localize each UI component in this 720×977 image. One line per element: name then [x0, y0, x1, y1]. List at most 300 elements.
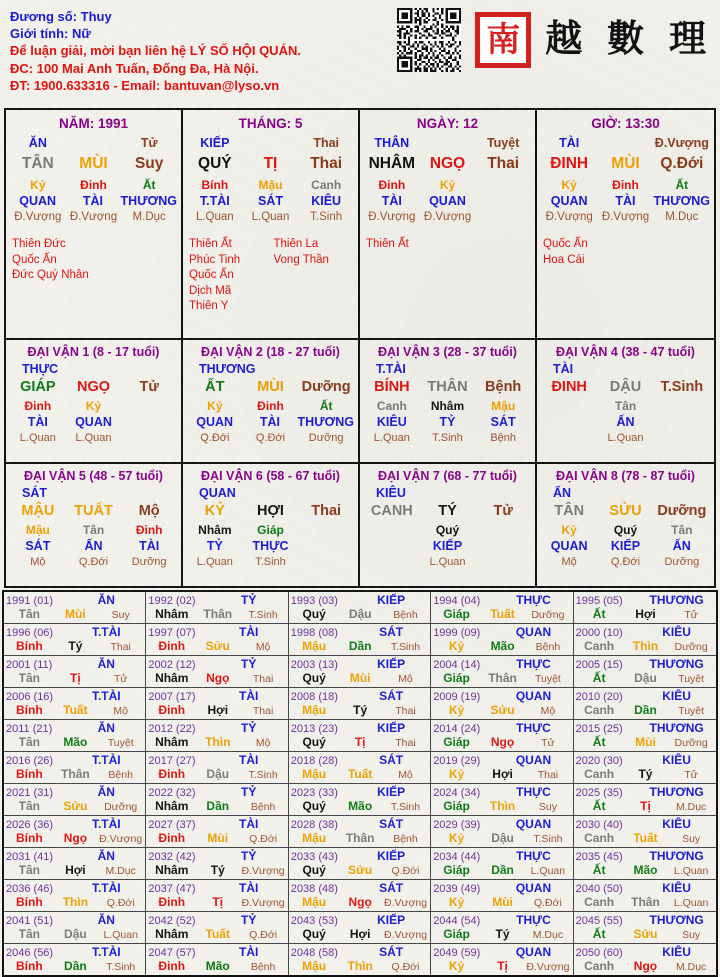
year-stem: Canh: [584, 895, 615, 909]
pillar-stem-branch: [10, 155, 177, 175]
year-cell-bottom: [576, 671, 714, 685]
pillar-stage: Đ.Vượng: [14, 211, 62, 223]
dai-van-stem-cell: Mộ: [138, 503, 160, 519]
year-god: KIẾP: [377, 785, 406, 799]
year-cell[interactable]: [574, 912, 716, 943]
pillar-top-god: [597, 136, 653, 152]
dai-van-stem-cell: T.Sinh: [660, 379, 704, 395]
year-cell[interactable]: [574, 816, 716, 847]
pillar-hidden-stem: Kỷ: [30, 178, 46, 192]
year-stem: Tân: [18, 735, 41, 749]
dai-van-hidden-stem: Đinh: [257, 399, 284, 413]
year-row: [4, 656, 716, 688]
dai-van-hidden-god: QUAN: [75, 415, 112, 429]
pillar-note: Quốc Ấn: [189, 269, 234, 281]
pillar-hidden-stem: Kỷ: [439, 178, 456, 192]
dai-van-stem-cell: Tử: [493, 503, 513, 519]
pillar-4: [537, 110, 714, 338]
year-cell-bottom: [148, 831, 285, 845]
pillar-note: Thiên Ất: [189, 238, 232, 250]
year-label: 2037 (47): [148, 883, 196, 895]
dai-van-6: [183, 464, 360, 586]
year-cell-top: [291, 625, 428, 639]
year-stem: Ất: [592, 671, 606, 685]
pillar-hidden-god: TÀI: [615, 194, 636, 208]
year-label: 2039 (49): [433, 883, 481, 895]
dai-van-hidden-god: TÀI: [27, 415, 48, 429]
year-label: 2050 (60): [575, 947, 623, 959]
year-cell[interactable]: [431, 848, 573, 879]
year-cell[interactable]: [146, 688, 288, 719]
year-stage: Bệnh: [393, 609, 418, 621]
pillar-hidden-god: QUAN: [550, 194, 588, 208]
year-cell[interactable]: [574, 656, 716, 687]
year-branch: Dậu: [64, 927, 87, 941]
pillar-hidden-stem: Kỷ: [561, 178, 577, 192]
dai-van-hidden-stems: [541, 399, 710, 415]
dai-van-stage: T.Sinh: [432, 432, 463, 444]
year-stem: Mậu: [302, 767, 327, 781]
pillar-hidden-god: TÀI: [381, 194, 402, 208]
year-stem: Ất: [592, 863, 606, 877]
year-label: 2017 (27): [148, 755, 196, 767]
dai-van-hidden-god: THƯƠNG: [297, 415, 354, 429]
year-cell[interactable]: [289, 912, 431, 943]
dai-van-stem-cell: SỬU: [609, 503, 642, 519]
year-cell[interactable]: [146, 592, 288, 623]
year-stem: Nhâm: [155, 863, 189, 877]
year-stem: Quý: [302, 863, 326, 877]
year-cell[interactable]: [4, 912, 146, 943]
pillar-hidden-gods: [187, 194, 354, 211]
dai-van-stem-branch: [364, 379, 531, 399]
year-branch: Mão: [633, 863, 658, 877]
dai-van-hidden-god: [541, 415, 597, 432]
year-cell[interactable]: [146, 624, 288, 655]
year-stem: Mậu: [302, 831, 327, 845]
year-god: TỶ: [241, 785, 257, 799]
dai-van-title: ĐẠI VẬN 2 (18 - 27 tuổi): [201, 345, 340, 359]
dai-van-stem-cell: MẬU: [21, 503, 55, 519]
year-cell[interactable]: [289, 816, 431, 847]
year-cell[interactable]: [574, 592, 716, 623]
dai-van-hidden-god: TỶ: [439, 415, 456, 429]
year-stage: T.Sinh: [106, 961, 136, 973]
pillar-hidden-god: QUAN: [19, 194, 57, 208]
dai-van-stem-branch: [187, 503, 354, 523]
year-cell-bottom: [6, 703, 143, 717]
dai-van-god: T.TÀI: [376, 362, 406, 376]
year-cell[interactable]: [574, 880, 716, 911]
dai-van-hidden-gods: [364, 539, 531, 556]
year-god: ĂN: [97, 785, 115, 799]
pillar-top-gods: [187, 136, 354, 152]
year-cell[interactable]: [4, 624, 146, 655]
dai-van-hidden-stem: [298, 523, 354, 539]
year-stem: Quý: [302, 927, 326, 941]
dai-van-stage: Mộ: [561, 556, 577, 568]
pillar-stage: [475, 211, 531, 227]
year-cell-bottom: [291, 639, 428, 653]
year-stage: Dưỡng: [531, 609, 565, 621]
dai-van-stages: [541, 432, 710, 447]
year-cell[interactable]: [574, 752, 716, 783]
subject-name-label: Đương số:: [10, 9, 78, 24]
dai-van-hidden-god: THỰC: [252, 539, 289, 553]
year-cell-top: [291, 593, 428, 607]
dai-van-stage: L.Quan: [75, 432, 112, 444]
year-label: 2021 (31): [6, 787, 54, 799]
year-cell[interactable]: [431, 784, 573, 815]
year-god: SÁT: [379, 881, 404, 895]
year-branch: Thìn: [62, 895, 89, 909]
year-cell[interactable]: [431, 720, 573, 751]
pillar-hidden-god: [475, 194, 531, 211]
dai-van-stage: L.Quan: [373, 432, 410, 444]
year-stem: Tân: [18, 863, 41, 877]
year-god: T.TÀI: [91, 689, 121, 703]
year-branch: Sửu: [63, 799, 88, 813]
pillar-stage: Đ.Vượng: [545, 211, 593, 223]
year-cell[interactable]: [431, 656, 573, 687]
year-cell[interactable]: [574, 688, 716, 719]
year-branch: Hợi: [635, 607, 656, 621]
dai-van-stem-cell: THÂN: [427, 379, 468, 395]
year-cell-bottom: [433, 895, 570, 909]
year-god: THƯƠNG: [649, 657, 704, 671]
year-god: QUAN: [515, 689, 552, 703]
year-cell-bottom: [433, 927, 570, 941]
year-branch: Thìn: [205, 735, 231, 749]
pillar-top-god: Đ.Vượng: [654, 136, 709, 150]
year-cell[interactable]: [146, 848, 288, 879]
year-stage: Dưỡng: [674, 641, 708, 653]
pillar-hidden-god: THƯƠNG: [653, 194, 710, 208]
year-cell[interactable]: [431, 752, 573, 783]
luu-nien-table: [2, 590, 718, 977]
year-cell[interactable]: [289, 784, 431, 815]
pillar-stage: M.Dục: [132, 211, 166, 223]
pillar-stem-branch: [187, 155, 354, 175]
pillar-stem-cell: TÂN: [21, 155, 54, 172]
year-branch: Dần: [64, 959, 87, 973]
dai-van-hidden-stems: [10, 399, 177, 415]
year-cell-bottom: [576, 639, 714, 653]
year-cell-bottom: [576, 831, 714, 845]
year-cell-bottom: [433, 671, 570, 685]
dai-van-title: ĐẠI VẬN 6 (58 - 67 tuổi): [201, 469, 340, 483]
year-branch: Dậu: [491, 831, 514, 845]
year-cell[interactable]: [574, 720, 716, 751]
year-stem: Canh: [584, 831, 615, 845]
pillar-title: NĂM: 1991: [58, 116, 129, 131]
pillar-stages: [364, 211, 531, 227]
dai-van-stage: Dưỡng: [131, 556, 167, 568]
year-label: 2028 (38): [290, 819, 338, 831]
year-branch: Ngọ: [633, 959, 658, 973]
dai-van-stage: Q.Đới: [78, 556, 109, 568]
year-branch: Thìn: [489, 799, 516, 813]
year-cell[interactable]: [4, 784, 146, 815]
year-stage: L.Quan: [103, 929, 138, 941]
year-cell[interactable]: [146, 752, 288, 783]
year-cell[interactable]: [574, 848, 716, 879]
year-label: 2020 (30): [575, 755, 623, 767]
year-cell[interactable]: [146, 912, 288, 943]
year-stem: Giáp: [443, 735, 470, 749]
year-stage: Suy: [111, 609, 130, 621]
year-label: 2015 (25): [575, 723, 623, 735]
pillar-hidden-stem: [475, 178, 531, 194]
dai-van-stages: [364, 556, 531, 571]
pillar-title: THÁNG: 5: [238, 116, 303, 131]
year-label: 2022 (32): [148, 787, 196, 799]
dai-van-stage: [298, 556, 354, 571]
year-row: [4, 688, 716, 720]
year-branch: Sửu: [633, 927, 658, 941]
year-god: TÀI: [239, 625, 259, 639]
year-cell-top: [291, 689, 428, 703]
year-cell[interactable]: [289, 656, 431, 687]
year-god: THỰC: [516, 913, 551, 927]
year-row: [4, 880, 716, 912]
year-branch: Dậu: [634, 671, 657, 685]
year-god: QUAN: [515, 817, 552, 831]
year-cell-bottom: [291, 703, 428, 717]
year-stage: Bệnh: [250, 961, 276, 973]
year-cell[interactable]: [4, 752, 146, 783]
pillar-hidden-stems: [10, 178, 177, 194]
year-cell-bottom: [6, 607, 143, 621]
year-cell-bottom: [148, 703, 285, 717]
year-cell[interactable]: [289, 752, 431, 783]
year-cell-top: [576, 849, 714, 863]
dai-van-hidden-stem: Ất: [319, 399, 333, 413]
year-label: 2031 (41): [6, 851, 54, 863]
year-cell-bottom: [6, 863, 143, 877]
year-god: SÁT: [379, 625, 404, 639]
year-label: 2008 (18): [290, 691, 338, 703]
year-cell[interactable]: [431, 688, 573, 719]
year-cell[interactable]: [431, 880, 573, 911]
year-stage: Q.Đới: [249, 929, 278, 941]
pillar-title: NGÀY: 12: [416, 116, 479, 131]
year-cell-top: [6, 689, 143, 703]
year-cell-bottom: [433, 959, 570, 973]
dai-van-hidden-gods: [541, 415, 710, 432]
year-label: 2010 (20): [575, 691, 623, 703]
year-cell[interactable]: [431, 816, 573, 847]
year-label: 2024 (34): [433, 787, 481, 799]
year-label: 2048 (58): [290, 947, 338, 959]
four-pillars-row: [6, 110, 714, 338]
year-god: KIÊU: [662, 945, 691, 959]
year-cell-top: [433, 593, 570, 607]
dai-van-8: [537, 464, 714, 586]
year-cell-bottom: [6, 927, 143, 941]
year-stage: M.Dục: [532, 929, 564, 941]
year-stage: Tử: [684, 609, 698, 621]
year-cell[interactable]: [4, 880, 146, 911]
year-cell[interactable]: [574, 624, 716, 655]
pillar-note: Quốc Ấn: [12, 253, 57, 266]
dai-van-hidden-god: QUAN: [550, 539, 588, 553]
year-stage: T.Sinh: [533, 833, 563, 845]
year-cell-bottom: [433, 607, 570, 621]
year-stage: T.Sinh: [390, 641, 421, 653]
year-cell[interactable]: [146, 656, 288, 687]
year-cell[interactable]: [289, 624, 431, 655]
year-cell[interactable]: [4, 816, 146, 847]
year-cell-bottom: [576, 799, 714, 813]
subject-name-line: [10, 8, 301, 25]
year-god: KIẾP: [377, 721, 406, 735]
year-cell[interactable]: [146, 816, 288, 847]
pillar-top-god: [243, 136, 299, 152]
year-branch: Tị: [497, 959, 508, 973]
year-label: 2041 (51): [6, 915, 54, 927]
pillar-top-god: THÂN: [374, 136, 410, 150]
pillar-note: Quốc Ấn: [543, 238, 588, 250]
year-cell[interactable]: [146, 880, 288, 911]
year-stage: Q.Đới: [533, 897, 562, 909]
year-stem: Kỷ: [448, 959, 465, 973]
year-god: QUAN: [515, 625, 552, 639]
year-cell[interactable]: [289, 880, 431, 911]
year-cell-top: [6, 913, 143, 927]
year-branch: Tý: [495, 927, 510, 941]
pillar-top-gods: [541, 136, 710, 152]
year-god: ĂN: [97, 593, 115, 607]
year-god: KIÊU: [662, 689, 691, 703]
dai-van-stage: [121, 432, 177, 447]
dai-van-stages: [10, 432, 177, 447]
pillar-note: Phúc Tinh: [189, 253, 241, 266]
subject-gender-line: [10, 25, 301, 42]
year-cell-top: [576, 753, 714, 767]
year-god: T.TÀI: [91, 817, 121, 831]
year-stem: Ất: [592, 799, 606, 813]
dai-van-stage: L.Quan: [196, 556, 233, 568]
pillar-notes-left: [12, 237, 93, 284]
year-cell[interactable]: [146, 720, 288, 751]
year-stem: Nhâm: [155, 671, 189, 685]
year-label: 2005 (15): [575, 659, 623, 671]
dai-van-stage: Dưỡng: [308, 432, 344, 444]
dai-van-hidden-stems: [10, 523, 177, 539]
year-branch: Tuất: [347, 767, 373, 781]
year-label: 2013 (23): [290, 723, 338, 735]
year-cell-bottom: [576, 959, 714, 973]
year-stage: Đ.Vượng: [99, 833, 143, 845]
dai-van-hidden-god: ẤN: [616, 415, 635, 429]
year-stem: Đinh: [158, 959, 186, 973]
year-cell[interactable]: [4, 656, 146, 687]
pillar-top-god: Tuyệt: [486, 136, 520, 150]
pillar-hidden-stems: [541, 178, 710, 194]
year-cell[interactable]: [4, 848, 146, 879]
year-cell[interactable]: [146, 784, 288, 815]
dai-van-god: THƯƠNG: [199, 362, 256, 376]
year-god: TÀI: [239, 881, 259, 895]
pillar-notes: [10, 237, 177, 284]
year-label: 2023 (33): [290, 787, 338, 799]
year-cell[interactable]: [289, 688, 431, 719]
pillar-stem-cell: Q.Đới: [660, 155, 704, 172]
year-stage: M.Dục: [105, 865, 136, 877]
dai-van-hidden-gods: [187, 539, 354, 556]
year-stem: Tân: [18, 927, 41, 941]
year-label: 2049 (59): [433, 947, 481, 959]
dai-van-stem-cell: MÙI: [257, 379, 284, 395]
year-god: KIÊU: [662, 753, 691, 767]
pillar-stem-cell: QUÝ: [198, 155, 232, 172]
year-cell-bottom: [148, 639, 285, 653]
year-stage: Suy: [538, 801, 557, 813]
year-branch: Tý: [353, 703, 368, 717]
year-stage: Bệnh: [535, 641, 561, 653]
year-stem: Nhâm: [155, 799, 189, 813]
pillar-hidden-stem: Bính: [201, 178, 229, 192]
pillar-note: Thiên Ất: [366, 238, 409, 250]
year-cell[interactable]: [4, 592, 146, 623]
year-stage: Q.Đới: [391, 961, 420, 973]
year-stem: Canh: [584, 959, 615, 973]
year-stem: Canh: [584, 767, 615, 781]
year-god: TỶ: [241, 721, 257, 735]
year-god: ĂN: [97, 657, 115, 671]
year-cell[interactable]: [4, 688, 146, 719]
year-cell[interactable]: [289, 848, 431, 879]
year-cell-top: [148, 881, 285, 895]
year-label: 2004 (14): [433, 659, 481, 671]
subject-gender-value: Nữ: [71, 26, 91, 41]
dai-van-hidden-stems: [541, 523, 710, 539]
year-cell-top: [576, 817, 714, 831]
year-god: TÀI: [239, 689, 259, 703]
year-cell[interactable]: [431, 912, 573, 943]
dai-van-hidden-stem: [364, 523, 420, 539]
year-cell[interactable]: [431, 624, 573, 655]
year-cell[interactable]: [289, 720, 431, 751]
dai-van-stage: L.Quan: [607, 432, 644, 444]
year-cell[interactable]: [431, 592, 573, 623]
year-cell[interactable]: [289, 592, 431, 623]
year-stem: Bính: [16, 959, 43, 973]
pillar-note: Vong Thần: [273, 253, 329, 266]
dai-van-stem-cell: CANH: [370, 503, 413, 519]
qr-code-icon: [397, 8, 461, 72]
year-cell-top: [6, 721, 143, 735]
year-cell[interactable]: [4, 720, 146, 751]
year-branch: Dần: [491, 863, 514, 877]
dai-van-hidden-gods: [541, 539, 710, 556]
year-label: 2030 (40): [575, 819, 623, 831]
year-stage: Q.Đới: [391, 865, 420, 877]
year-branch: Mùi: [492, 895, 513, 909]
pillar-hidden-gods: [541, 194, 710, 211]
year-branch: Tuất: [205, 927, 230, 941]
year-god: ĂN: [97, 849, 115, 863]
year-branch: Tị: [354, 735, 366, 749]
year-cell-bottom: [6, 767, 143, 781]
year-cell-top: [6, 881, 143, 895]
dai-van-stage: Dưỡng: [664, 556, 700, 568]
promo-line-3: ĐT: 1900.633316 - Email: bantuvan@lyso.vn: [10, 78, 280, 93]
pillar-hidden-god: SÁT: [257, 194, 283, 208]
pillar-hidden-stem: Đinh: [80, 178, 107, 192]
year-cell[interactable]: [574, 784, 716, 815]
